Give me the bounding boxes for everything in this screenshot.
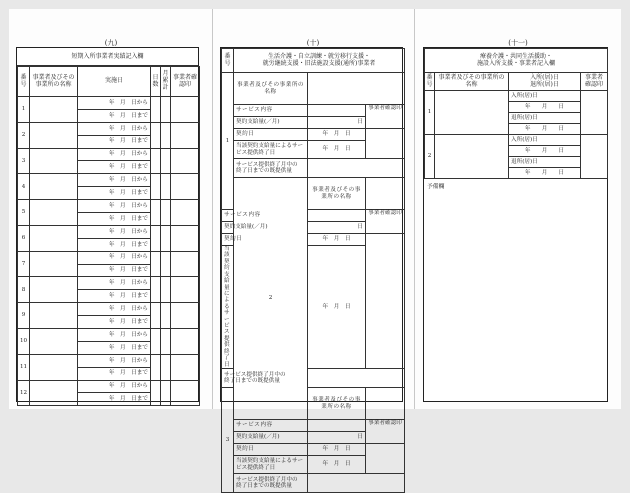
p10-title-line2: 就労継続支援・旧法施設支援(通所)事業者 bbox=[262, 59, 376, 67]
p9-days-cell[interactable] bbox=[151, 200, 161, 226]
p9-monthly-cell[interactable] bbox=[161, 174, 171, 200]
p11-out-label: 退所(居)日 bbox=[509, 113, 581, 124]
p10-confirm-cell[interactable] bbox=[366, 129, 405, 159]
p9-monthly-cell[interactable] bbox=[161, 148, 171, 174]
p10-contract-date-label: 契約日 bbox=[222, 234, 234, 246]
p11-confirm-cell[interactable] bbox=[581, 135, 608, 179]
p9-to-cell[interactable]: 年 月 日まで bbox=[78, 393, 151, 406]
p9-name-cell[interactable] bbox=[30, 174, 78, 200]
p9-confirm-cell[interactable] bbox=[171, 354, 200, 380]
p9-from-cell[interactable]: 年 月 日から bbox=[78, 251, 151, 264]
p9-days-cell[interactable] bbox=[151, 380, 161, 406]
p9-to-cell[interactable]: 年 月 日まで bbox=[78, 264, 151, 277]
p9-from-cell[interactable]: 年 月 日から bbox=[78, 200, 151, 213]
header-confirm: 事業者確認印 bbox=[171, 67, 200, 97]
p9-confirm-cell[interactable] bbox=[171, 329, 200, 355]
p9-days-cell[interactable] bbox=[151, 329, 161, 355]
p9-name-cell[interactable] bbox=[30, 97, 78, 123]
p10-end-line2: 終了日までの既提供量 bbox=[236, 483, 292, 490]
p10-remaining-value[interactable]: 年 月 日 bbox=[308, 456, 366, 474]
p10-service-label: サービス内容 bbox=[234, 420, 308, 432]
p10-remaining-value[interactable]: 年 月 日 bbox=[308, 246, 366, 369]
p9-from-cell[interactable]: 年 月 日から bbox=[78, 174, 151, 187]
p9-days-cell[interactable] bbox=[151, 354, 161, 380]
p10-service-label: サービス内容 bbox=[234, 105, 308, 117]
p9-name-cell[interactable] bbox=[30, 225, 78, 251]
p10-contract-date-value[interactable]: 年 月 日 bbox=[308, 129, 366, 141]
p9-row-no: 9 bbox=[18, 303, 30, 329]
p9-from-cell[interactable]: 年 月 日から bbox=[78, 122, 151, 135]
p10-contract-date-value[interactable]: 年 月 日 bbox=[308, 234, 366, 246]
p10-end-line2: 終了日までの既提供量 bbox=[224, 378, 280, 385]
p9-name-cell[interactable] bbox=[30, 380, 78, 406]
p9-from-cell[interactable]: 年 月 日から bbox=[78, 303, 151, 316]
p10-block-no: 1 bbox=[222, 73, 234, 210]
p10-end-label bbox=[234, 474, 308, 493]
p10-block-no: 2 bbox=[234, 178, 308, 420]
p10-contract-value[interactable]: 日 bbox=[308, 117, 366, 129]
p9-days-cell[interactable] bbox=[151, 97, 161, 123]
panel-9-number: (九) bbox=[104, 39, 118, 47]
p10-confirm-cell[interactable] bbox=[366, 234, 405, 369]
p10-header-title bbox=[234, 49, 405, 73]
p9-monthly-cell[interactable] bbox=[161, 380, 171, 406]
p9-to-cell[interactable]: 年 月 日まで bbox=[78, 290, 151, 303]
p9-row-no: 4 bbox=[18, 174, 30, 200]
p10-service-value[interactable] bbox=[308, 420, 366, 432]
p9-monthly-cell[interactable] bbox=[161, 225, 171, 251]
panel-11-table bbox=[424, 48, 608, 179]
p9-name-cell[interactable] bbox=[30, 200, 78, 226]
p10-title-line1: 生活介護・自立訓練・就労移行支援・ bbox=[268, 52, 371, 60]
p9-to-cell[interactable]: 年 月 日まで bbox=[78, 238, 151, 251]
p9-to-cell[interactable]: 年 月 日まで bbox=[78, 367, 151, 380]
p11-name-cell[interactable] bbox=[435, 91, 509, 135]
header-name: 事業者及びその事業所の名称 bbox=[30, 67, 78, 97]
p11-row-no: 1 bbox=[425, 91, 435, 135]
p11-in-value[interactable]: 年 月 日 bbox=[509, 146, 581, 157]
p9-from-cell[interactable]: 年 月 日から bbox=[78, 97, 151, 110]
p10-end-label bbox=[222, 369, 286, 388]
p10-name-label: 事業者及びその事業所の名称 bbox=[308, 178, 366, 210]
p9-row-no: 3 bbox=[18, 148, 30, 174]
panel-11-form bbox=[423, 47, 608, 402]
p9-row-no: 8 bbox=[18, 277, 30, 303]
p9-confirm-cell[interactable] bbox=[171, 303, 200, 329]
p9-confirm-cell[interactable] bbox=[171, 251, 200, 277]
p9-confirm-cell[interactable] bbox=[171, 174, 200, 200]
p9-confirm-cell[interactable] bbox=[171, 97, 200, 123]
p10-remaining-label: 当該契約支給量によるサービス提供終了日 bbox=[234, 141, 308, 159]
p10-remaining-value[interactable]: 年 月 日 bbox=[308, 141, 366, 159]
p10-end-line1: サービス提供終了月中の bbox=[236, 161, 298, 168]
p10-contract-label: 契約支給量(／月) bbox=[222, 222, 234, 234]
p9-row-no: 10 bbox=[18, 329, 30, 355]
p10-end-line1: サービス提供終了月中の bbox=[224, 371, 286, 378]
p9-to-cell[interactable]: 年 月 日まで bbox=[78, 187, 151, 200]
p9-name-cell[interactable] bbox=[30, 251, 78, 277]
fold-line-right bbox=[414, 9, 415, 409]
p10-end-value[interactable] bbox=[308, 474, 405, 493]
p9-to-cell[interactable]: 年 月 日まで bbox=[78, 161, 151, 174]
p11-header-out: 退所(居)日 bbox=[530, 80, 559, 88]
p9-confirm-cell[interactable] bbox=[171, 200, 200, 226]
p9-row-no: 6 bbox=[18, 225, 30, 251]
p9-to-cell[interactable]: 年 月 日まで bbox=[78, 341, 151, 354]
p9-row-no: 11 bbox=[18, 354, 30, 380]
p9-row-no: 7 bbox=[18, 251, 30, 277]
panel-11-number: (十一) bbox=[508, 39, 528, 47]
p11-out-value[interactable]: 年 月 日 bbox=[509, 168, 581, 179]
p9-name-cell[interactable] bbox=[30, 303, 78, 329]
p9-to-cell[interactable]: 年 月 日まで bbox=[78, 213, 151, 226]
p9-days-cell[interactable] bbox=[151, 225, 161, 251]
p10-name-value[interactable] bbox=[308, 73, 405, 105]
p9-days-cell[interactable] bbox=[151, 303, 161, 329]
p10-service-value[interactable] bbox=[308, 105, 366, 117]
p9-monthly-cell[interactable] bbox=[161, 354, 171, 380]
p9-row-no: 12 bbox=[18, 380, 30, 406]
p10-name-label: 事業者及びその事業所の名称 bbox=[234, 73, 308, 105]
p9-to-cell[interactable]: 年 月 日まで bbox=[78, 109, 151, 122]
p9-days-cell[interactable] bbox=[151, 148, 161, 174]
header-no: 番号 bbox=[18, 67, 30, 97]
header-monthly: 月累計 bbox=[161, 67, 171, 97]
p10-contract-date-label: 契約日 bbox=[234, 444, 308, 456]
panel-10-form bbox=[220, 47, 403, 490]
p11-title bbox=[425, 49, 608, 73]
header-days: 日数 bbox=[151, 67, 161, 97]
p11-header-in: 入所(居)日 bbox=[530, 73, 559, 81]
p10-contract-label: 契約支給量(／月) bbox=[234, 117, 308, 129]
p9-monthly-cell[interactable] bbox=[161, 200, 171, 226]
p9-name-cell[interactable] bbox=[30, 354, 78, 380]
panel-10-number: (十) bbox=[306, 39, 320, 47]
p10-contract-label: 契約支給量(／月) bbox=[234, 432, 308, 444]
p10-contract-date-value[interactable]: 年 月 日 bbox=[308, 444, 366, 456]
p9-days-cell[interactable] bbox=[151, 122, 161, 148]
notes-label: 予備欄 bbox=[427, 184, 445, 190]
p9-from-cell[interactable]: 年 月 日から bbox=[78, 329, 151, 342]
p9-name-cell[interactable] bbox=[30, 277, 78, 303]
p9-monthly-cell[interactable] bbox=[161, 303, 171, 329]
p11-out-value[interactable]: 年 月 日 bbox=[509, 124, 581, 135]
p10-block-no: 3 bbox=[222, 388, 234, 493]
p10-header-no: 番号 bbox=[222, 49, 234, 73]
p9-from-cell[interactable]: 年 月 日から bbox=[78, 148, 151, 161]
p11-title-line1: 療養介護・共同生活援助・ bbox=[480, 52, 553, 60]
p9-row-no: 5 bbox=[18, 200, 30, 226]
p9-name-cell[interactable] bbox=[30, 329, 78, 355]
p10-end-value[interactable] bbox=[308, 159, 405, 178]
p9-days-cell[interactable] bbox=[151, 277, 161, 303]
p11-row-no: 2 bbox=[425, 135, 435, 179]
p11-name-cell[interactable] bbox=[435, 135, 509, 179]
p10-service-label: サービス内容 bbox=[222, 210, 234, 222]
p9-monthly-cell[interactable] bbox=[161, 97, 171, 123]
p11-header-name: 事業者及びその事業所の名称 bbox=[435, 73, 509, 91]
p9-confirm-cell[interactable] bbox=[171, 122, 200, 148]
fold-line-left bbox=[212, 9, 213, 409]
p10-confirm-cell[interactable] bbox=[366, 444, 405, 474]
p9-name-cell[interactable] bbox=[30, 122, 78, 148]
p10-remaining-label: 当該契約支給量によるサービス提供終了日 bbox=[234, 456, 308, 474]
p11-header-dates bbox=[509, 73, 581, 91]
p9-from-cell[interactable]: 年 月 日から bbox=[78, 225, 151, 238]
p10-end-label bbox=[234, 159, 308, 178]
p10-name-value[interactable] bbox=[366, 388, 405, 420]
p9-confirm-cell[interactable] bbox=[171, 225, 200, 251]
p11-out-label: 退所(居)日 bbox=[509, 157, 581, 168]
p10-service-value[interactable] bbox=[308, 210, 366, 222]
p9-from-cell[interactable]: 年 月 日から bbox=[78, 277, 151, 290]
p9-from-cell[interactable]: 年 月 日から bbox=[78, 354, 151, 367]
p9-row-no: 2 bbox=[18, 122, 30, 148]
p10-remaining-label: 当該契約支給量によるサービス提供終了日 bbox=[222, 246, 234, 369]
p10-name-value[interactable] bbox=[366, 178, 405, 210]
p9-from-cell[interactable]: 年 月 日から bbox=[78, 380, 151, 393]
booklet-sheet bbox=[9, 9, 621, 490]
p9-name-cell[interactable] bbox=[30, 148, 78, 174]
p10-name-label: 事業者及びその事業所の名称 bbox=[308, 388, 366, 420]
p11-header-confirm: 事業者確認印 bbox=[581, 73, 608, 91]
p10-confirm-label: 事業者確認印 bbox=[366, 105, 405, 129]
p11-confirm-cell[interactable] bbox=[581, 91, 608, 135]
p10-contract-date-label: 契約日 bbox=[234, 129, 308, 141]
panel-10-table bbox=[221, 48, 405, 493]
p9-days-cell[interactable] bbox=[151, 174, 161, 200]
p10-confirm-label: 事業者確認印 bbox=[366, 210, 405, 234]
p10-contract-value[interactable]: 日 bbox=[308, 222, 366, 234]
p9-confirm-cell[interactable] bbox=[171, 277, 200, 303]
p9-to-cell[interactable]: 年 月 日まで bbox=[78, 316, 151, 329]
p10-confirm-label: 事業者確認印 bbox=[366, 420, 405, 444]
p9-monthly-cell[interactable] bbox=[161, 122, 171, 148]
panel-9-form bbox=[16, 47, 199, 402]
header-date: 実施日 bbox=[78, 67, 151, 97]
p11-in-label: 入所(居)日 bbox=[509, 91, 581, 102]
p10-end-line1: サービス提供終了月中の bbox=[236, 476, 298, 483]
p9-monthly-cell[interactable] bbox=[161, 277, 171, 303]
p10-contract-value[interactable]: 日 bbox=[308, 432, 366, 444]
panel-9-table bbox=[17, 66, 200, 406]
panel-9-title: 短期入所事業者実績記入欄 bbox=[17, 48, 198, 66]
p11-in-value[interactable]: 年 月 日 bbox=[509, 102, 581, 113]
p9-to-cell[interactable]: 年 月 日まで bbox=[78, 135, 151, 148]
p10-end-line2: 終了日までの既提供量 bbox=[236, 168, 292, 174]
p9-confirm-cell[interactable] bbox=[171, 380, 200, 406]
p9-row-no: 1 bbox=[18, 97, 30, 123]
p9-monthly-cell[interactable] bbox=[161, 251, 171, 277]
p11-title-line2: 施設入所支援・事業者記入欄 bbox=[477, 59, 556, 67]
p9-days-cell[interactable] bbox=[151, 251, 161, 277]
p9-confirm-cell[interactable] bbox=[171, 148, 200, 174]
p11-in-label: 入所(居)日 bbox=[509, 135, 581, 146]
p9-monthly-cell[interactable] bbox=[161, 329, 171, 355]
p11-header-no: 番号 bbox=[425, 73, 435, 91]
p10-end-value[interactable] bbox=[308, 369, 405, 388]
